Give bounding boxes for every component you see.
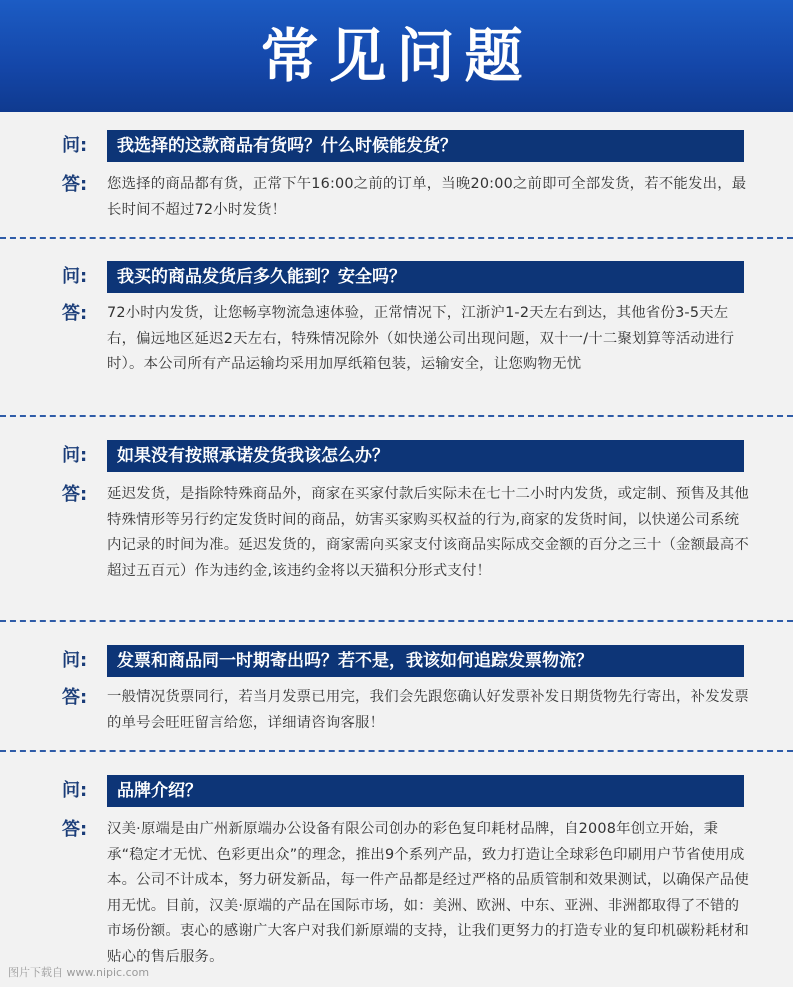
faq-question: 发票和商品同一时期寄出吗？若不是，我该如何追踪发票物流？ (107, 645, 744, 677)
question-prefix: 问: (62, 650, 88, 671)
faq-question: 我买的商品发货后多久能到？安全吗？ (107, 261, 744, 293)
answer-prefix: 答: (62, 174, 88, 195)
faq-question: 如果没有按照承诺发货我该怎么办？ (107, 440, 744, 472)
faq-question-row (0, 261, 793, 293)
answer-prefix: 答: (62, 484, 88, 505)
answer-prefix: 答: (62, 819, 88, 840)
question-prefix: 问: (62, 135, 88, 156)
section-divider (0, 750, 793, 752)
faq-question: 我选择的这款商品有货吗？什么时候能发货？ (107, 130, 744, 162)
question-prefix: 问: (62, 445, 88, 466)
page-title: 常见问题 (260, 22, 533, 90)
page-header (0, 0, 793, 112)
faq-question-row (0, 130, 793, 162)
faq-question-row (0, 775, 793, 807)
question-prefix: 问: (62, 780, 88, 801)
section-divider (0, 415, 793, 417)
faq-answer: 您选择的商品都有货，正常下午16:00之前的订单，当晚20:00之前即可全部发货，若不能发出，最长时间不超过72小时发货！ (107, 176, 747, 218)
faq-question-row (0, 645, 793, 677)
faq-answer: 延迟发货，是指除特殊商品外，商家在买家付款后实际未在七十二小时内发货，或定制、预售及其他特殊情形等另行约定发货时间的商品，妨害买家购买权益的行为,商家的发货时间，以快递公司系统内记录的时间为准。延迟发货的，商家需向买家支付该商品实际成交金额的百分之三十（金额最高不超过五百元）作为违约金,该违约金将以天猫积分形式支付！ (107, 486, 749, 579)
watermark-text: 图片下载自 www.nipic.com (8, 966, 150, 979)
answer-prefix: 答: (62, 303, 88, 324)
section-divider (0, 237, 793, 239)
faq-answer: 一般情况货票同行，若当月发票已用完，我们会先跟您确认好发票补发日期货物先行寄出，补发发票的单号会旺旺留言给您，详细请咨询客服！ (107, 689, 749, 731)
faq-answer: 72小时内发货，让您畅享物流急速体验，正常情况下，江浙沪1-2天左右到达，其他省份3-5天左右，偏远地区延迟2天左右，特殊情况除外（如快递公司出现问题，双十一/十二聚划算等活动进行时）。本公司所有产品运输均采用加厚纸箱包装，运输安全，让您购物无忧 (107, 305, 735, 372)
section-divider (0, 620, 793, 622)
answer-prefix: 答: (62, 687, 88, 708)
faq-question: 品牌介绍？ (107, 775, 744, 807)
faq-answer: 汉美·原端是由广州新原端办公设备有限公司创办的彩色复印耗材品牌，自2008年创立开始，秉承“稳定才无忧、色彩更出众”的理念，推出9个系列产品，致力打造让全球彩色印刷用户节省使用成本。公司不计成本，努力研发新品，每一件产品都是经过严格的品质管制和效果测试，以确保产品使用无忧。目前，汉美·原端的产品在国际市场，如：美洲、欧洲、中东、亚洲、非洲都取得了不错的市场份额。衷心的感谢广大客户对我们新原端的支持，让我们更努力的打造专业的复印机碳粉耗材和贴心的售后服务。 (107, 821, 749, 965)
question-prefix: 问: (62, 266, 88, 287)
faq-question-row (0, 440, 793, 472)
